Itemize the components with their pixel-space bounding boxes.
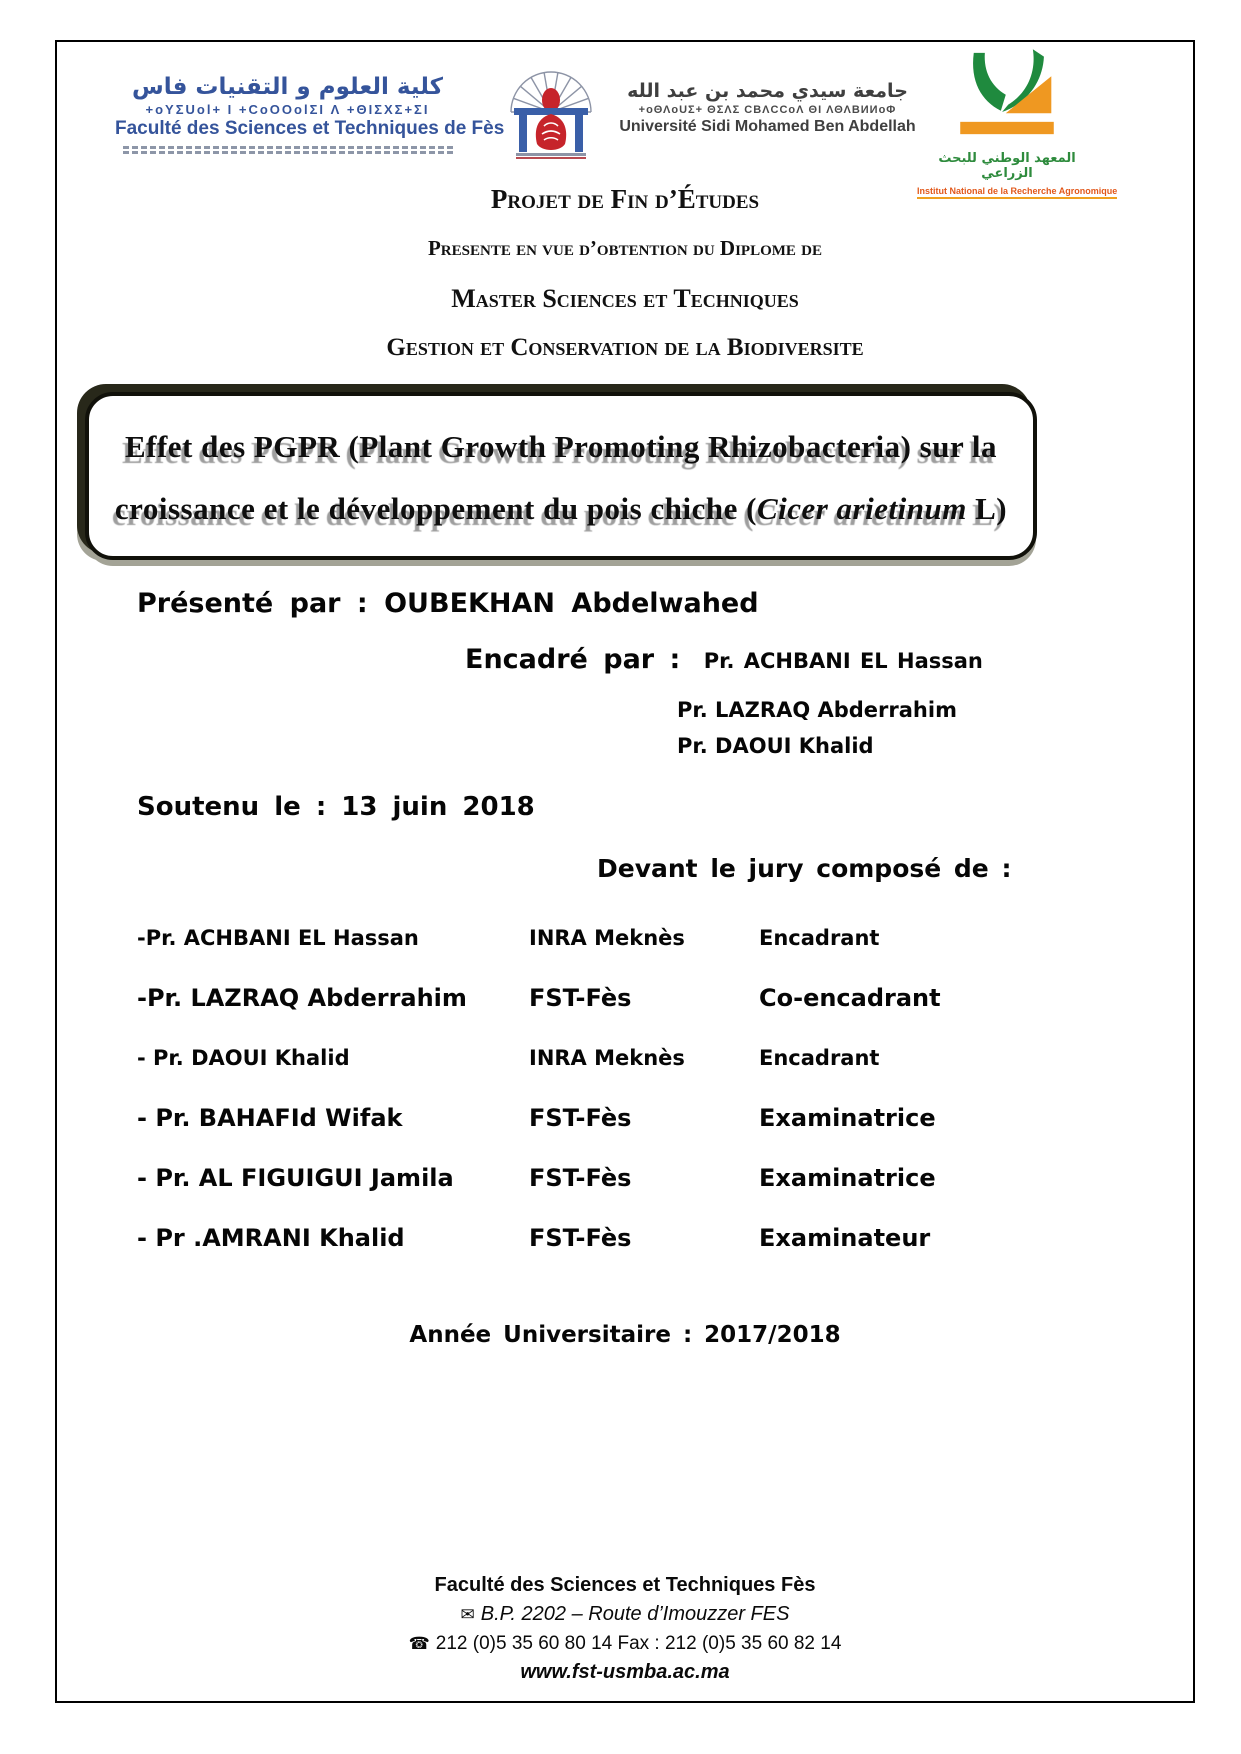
jury-member-name: -Pr. LAZRAQ Abderrahim (137, 984, 467, 1012)
defense-date-line: Soutenu le : 13 juin 2018 (137, 792, 535, 822)
supervisor-name: Pr. DAOUI Khalid (677, 734, 874, 758)
latin-species-name: Cicer arietinum (756, 491, 967, 526)
jury-member-name: - Pr. DAOUI Khalid (137, 1046, 350, 1070)
jury-member-institution: FST-Fès (529, 1104, 632, 1132)
fst-logo-block (115, 74, 505, 154)
jury-member-institution: FST-Fès (529, 1224, 632, 1252)
inra-logo-block (917, 48, 1118, 199)
footer-block (57, 1571, 1193, 1687)
jury-member-role: Encadrant (759, 926, 880, 950)
usmba-french-name: Université Sidi Mohamed Ben Abdellah (619, 118, 916, 135)
usmba-text-block (615, 80, 920, 136)
page-frame (55, 40, 1195, 1703)
footer-faculty-name: Faculté des Sciences et Techniques Fès (434, 1574, 816, 1596)
usmba-tifinagh-name: +oΘΛoUΣ+ ΘΣΛΣ CBΛCCoΛ ΘI ΛΘΛBИИoΦ (638, 104, 897, 116)
heading-master: Master Sciences et Techniques (451, 284, 799, 313)
jury-member-name: - Pr .AMRANI Khalid (137, 1224, 405, 1252)
footer-phone-line: ☎ 212 (0)5 35 60 80 14 Fax : 212 (0)5 35 60 82 14 (408, 1633, 842, 1654)
heading-gestion: Gestion et Conservation de la Biodiversite (386, 334, 864, 361)
inra-arabic-name: المعهد الوطني للبحث الزراعي (938, 151, 1076, 181)
fst-french-name: Faculté des Sciences et Techniques de Fès (115, 118, 505, 139)
heading-projet: Projet de Fin d’Études (490, 184, 760, 214)
phone-icon: ☎ (408, 1634, 430, 1653)
jury-member-institution: FST-Fès (529, 1164, 632, 1192)
supervisor-name: Pr. LAZRAQ Abderrahim (677, 698, 957, 722)
usmba-arabic-name: جامعة سيدي محمد بن عبد الله (627, 80, 908, 102)
mail-icon: ✉ (460, 1605, 475, 1624)
inra-logo-icon (927, 48, 1087, 144)
jury-table (137, 908, 1057, 1268)
footer-website: www.fst-usmba.ac.ma (520, 1661, 730, 1683)
thesis-title-box (85, 392, 1037, 560)
jury-member-name: -Pr. ACHBANI EL Hassan (137, 926, 419, 950)
presented-by-label: Présenté par : (137, 588, 368, 619)
fst-arabic-name: كلية العلوم و التقنيات فاس (131, 74, 444, 100)
heading-presente: Presente en vue d’obtention du Diplome de (427, 236, 823, 260)
inra-french-name: Institut National de la Recherche Agronomique (917, 186, 1117, 199)
presented-by-line (137, 588, 759, 619)
thesis-title-line2: croissance et le développement du pois chiche (Cicer arietinum L) (114, 491, 1008, 526)
thesis-title-line1: Effet des PGPR (Plant Growth Promoting Rhizobacteria) sur la (124, 429, 998, 464)
jury-member-role: Encadrant (759, 1046, 880, 1070)
fst-tifinagh-name: +oYΣUol+ I +CoOOolΣI Λ +ΘIΣXΣ+ΣI (145, 102, 430, 117)
jury-member-role: Co-encadrant (759, 984, 941, 1012)
jury-member-institution: INRA Meknès (529, 926, 685, 950)
jury-member-institution: INRA Meknès (529, 1046, 685, 1070)
academic-year-line: Année Universitaire : 2017/2018 (409, 1322, 841, 1348)
supervisor-name: Pr. ACHBANI EL Hassan (703, 649, 983, 673)
jury-member-institution: FST-Fès (529, 984, 632, 1012)
jury-member-name: - Pr. BAHAFId Wifak (137, 1104, 403, 1132)
jury-member-role: Examinatrice (759, 1164, 936, 1192)
decorative-dashes (123, 146, 453, 154)
student-name: OUBEKHAN Abdelwahed (384, 588, 759, 619)
jury-member-role: Examinatrice (759, 1104, 936, 1132)
jury-member-role: Examinateur (759, 1224, 931, 1252)
supervised-by-label: Encadré par : (465, 644, 681, 675)
jury-heading: Devant le jury composé de : (597, 854, 1012, 883)
jury-member-name: - Pr. AL FIGUIGUI Jamila (137, 1164, 454, 1192)
footer-address-line: ✉ B.P. 2202 – Route d’Imouzzer FES (460, 1603, 790, 1625)
university-seal-icon (505, 60, 597, 160)
supervised-by-line (465, 644, 983, 675)
